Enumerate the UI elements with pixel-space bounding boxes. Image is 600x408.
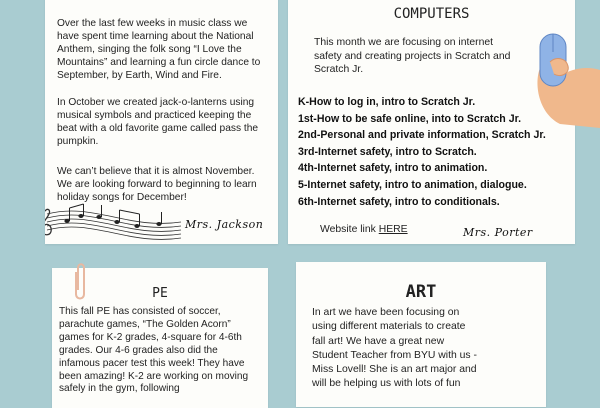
website-link-row bbox=[320, 224, 408, 235]
computers-signature: Mrs. Porter bbox=[463, 226, 533, 239]
music-paragraph-3: We can’t believe that it is almost November. We are looking forward to beginning to learn holiday songs for December! bbox=[57, 166, 257, 203]
paperclip-icon bbox=[72, 262, 88, 302]
music-paragraph-1: Over the last few weeks in music class we have spent time learning about the National Anthem, singing the folk song “I Love the Mountains” and learning a fun circle dance to September, by Earth, Wind and Fire. bbox=[57, 18, 261, 81]
list-item: 5-Internet safety, intro to animation, dialogue. bbox=[298, 178, 527, 191]
music-card bbox=[45, 0, 278, 244]
list-item: K-How to log in, intro to Scratch Jr. bbox=[298, 96, 476, 108]
mouse-hand-icon bbox=[530, 28, 600, 128]
list-item: 6th-Internet safety, intro to conditionals. bbox=[298, 195, 500, 208]
art-card bbox=[296, 262, 546, 407]
music-paragraph-2: In October we created jack-o-lanterns using musical symbols and practiced keeping the beat with a old favorite game called pass the pumpkin. bbox=[57, 97, 259, 147]
list-item: 2nd-Personal and private information, Scratch Jr. bbox=[298, 129, 546, 142]
list-item: 1st-How to be safe online, into to Scratch Jr. bbox=[298, 112, 522, 125]
pe-heading: PE bbox=[152, 286, 168, 301]
website-link-label: Website link bbox=[320, 224, 376, 235]
list-item: 4th-Internet safety, intro to animation. bbox=[298, 162, 488, 175]
music-signature: Mrs. Jackson bbox=[185, 218, 264, 231]
website-link[interactable]: HERE bbox=[378, 224, 408, 235]
computers-heading: COMPUTERS bbox=[393, 6, 470, 22]
art-heading: ART bbox=[405, 282, 437, 302]
music-staff-notes-icon bbox=[45, 200, 183, 244]
computers-intro: This month we are focusing on internet safety and creating projects in Scratch and Scratch Jr. bbox=[314, 37, 511, 75]
list-item: 3rd-Internet safety, intro to Scratch. bbox=[298, 145, 477, 158]
pe-paragraph: This fall PE has consisted of soccer, parachute games, “The Golden Acorn” games for K-2 grades, 4-square for 4-6th grades. Our 4-6 grades also did the infamous pacer test this week! They have been amazing! K-2 are working on moving safely in the gym, following bbox=[59, 306, 249, 395]
art-paragraph: In art we have been focusing on using different materials to create fall art! We have a great new Student Teacher from BYU with us - Miss Lovell! She is an art major and will be helping us with lots of fun bbox=[312, 307, 477, 390]
music-heading bbox=[45, 0, 278, 1]
